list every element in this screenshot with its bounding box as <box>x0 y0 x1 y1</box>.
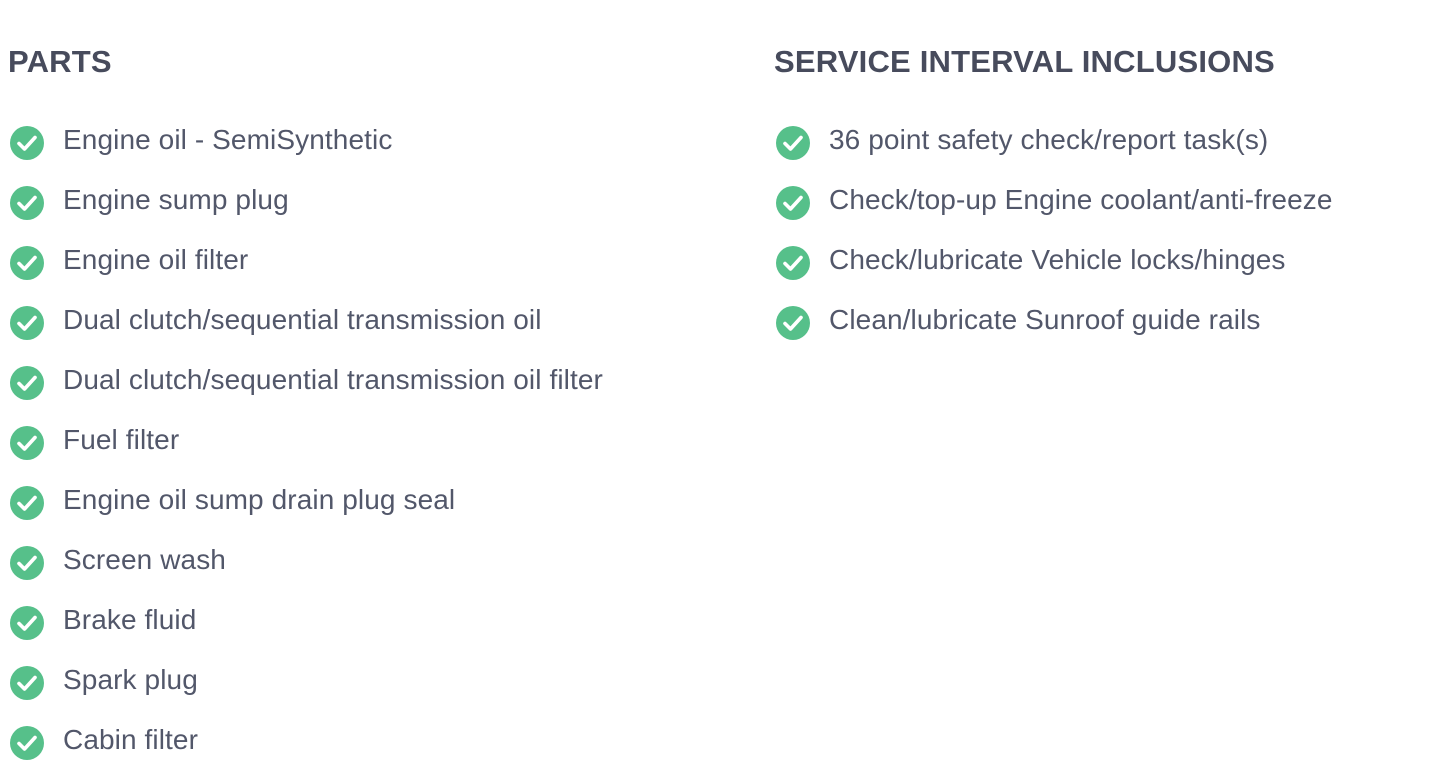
parts-list-item <box>8 180 603 240</box>
service-interval-list-item-label: Check/lubricate Vehicle locks/hinges <box>829 244 1286 275</box>
parts-list-item-label: Engine oil - SemiSynthetic <box>63 124 393 155</box>
parts-list-item-label: Cabin filter <box>63 724 199 755</box>
check-circle-icon <box>9 245 45 281</box>
parts-list-item-label: Fuel filter <box>63 424 180 455</box>
check-circle-icon <box>9 605 45 641</box>
check-circle-icon <box>9 125 45 161</box>
parts-list-item-label: Engine sump plug <box>63 184 289 215</box>
parts-list-item <box>8 360 603 420</box>
parts-list-item-label: Brake fluid <box>63 604 197 635</box>
parts-list-item-label: Engine oil filter <box>63 244 249 275</box>
parts-list <box>8 120 603 780</box>
parts-list-item <box>8 240 603 300</box>
service-interval-list-item <box>774 240 1333 300</box>
parts-list-item <box>8 540 603 600</box>
check-circle-icon <box>9 425 45 461</box>
check-circle-icon <box>9 485 45 521</box>
check-circle-icon <box>775 305 811 341</box>
parts-list-item <box>8 720 603 780</box>
parts-list-item <box>8 420 603 480</box>
check-circle-icon <box>9 185 45 221</box>
check-circle-icon <box>9 545 45 581</box>
service-interval-list-item-label: 36 point safety check/report task(s) <box>829 124 1269 155</box>
parts-list-item-label: Dual clutch/sequential transmission oil <box>63 304 542 335</box>
service-interval-list-item-label: Check/top-up Engine coolant/anti-freeze <box>829 184 1333 215</box>
service-interval-list-item <box>774 120 1333 180</box>
service-interval-list <box>774 120 1333 360</box>
service-interval-title: SERVICE INTERVAL INCLUSIONS <box>774 44 1275 79</box>
check-circle-icon <box>775 125 811 161</box>
parts-list-item <box>8 600 603 660</box>
service-interval-list-item-label: Clean/lubricate Sunroof guide rails <box>829 304 1261 335</box>
check-circle-icon <box>9 665 45 701</box>
parts-list-item-label: Engine oil sump drain plug seal <box>63 484 456 515</box>
parts-list-item-label: Screen wash <box>63 544 226 575</box>
check-circle-icon <box>9 365 45 401</box>
service-interval-list-item <box>774 180 1333 240</box>
parts-list-item <box>8 300 603 360</box>
parts-list-item <box>8 120 603 180</box>
check-circle-icon <box>9 305 45 341</box>
parts-list-item <box>8 660 603 720</box>
parts-list-item-label: Dual clutch/sequential transmission oil filter <box>63 364 603 395</box>
check-circle-icon <box>9 725 45 761</box>
cropped-text-fragment <box>8 0 268 6</box>
parts-list-item <box>8 480 603 540</box>
parts-title: PARTS <box>8 44 112 79</box>
check-circle-icon <box>775 245 811 281</box>
service-interval-list-item <box>774 300 1333 360</box>
parts-list-item-label: Spark plug <box>63 664 198 695</box>
check-circle-icon <box>775 185 811 221</box>
